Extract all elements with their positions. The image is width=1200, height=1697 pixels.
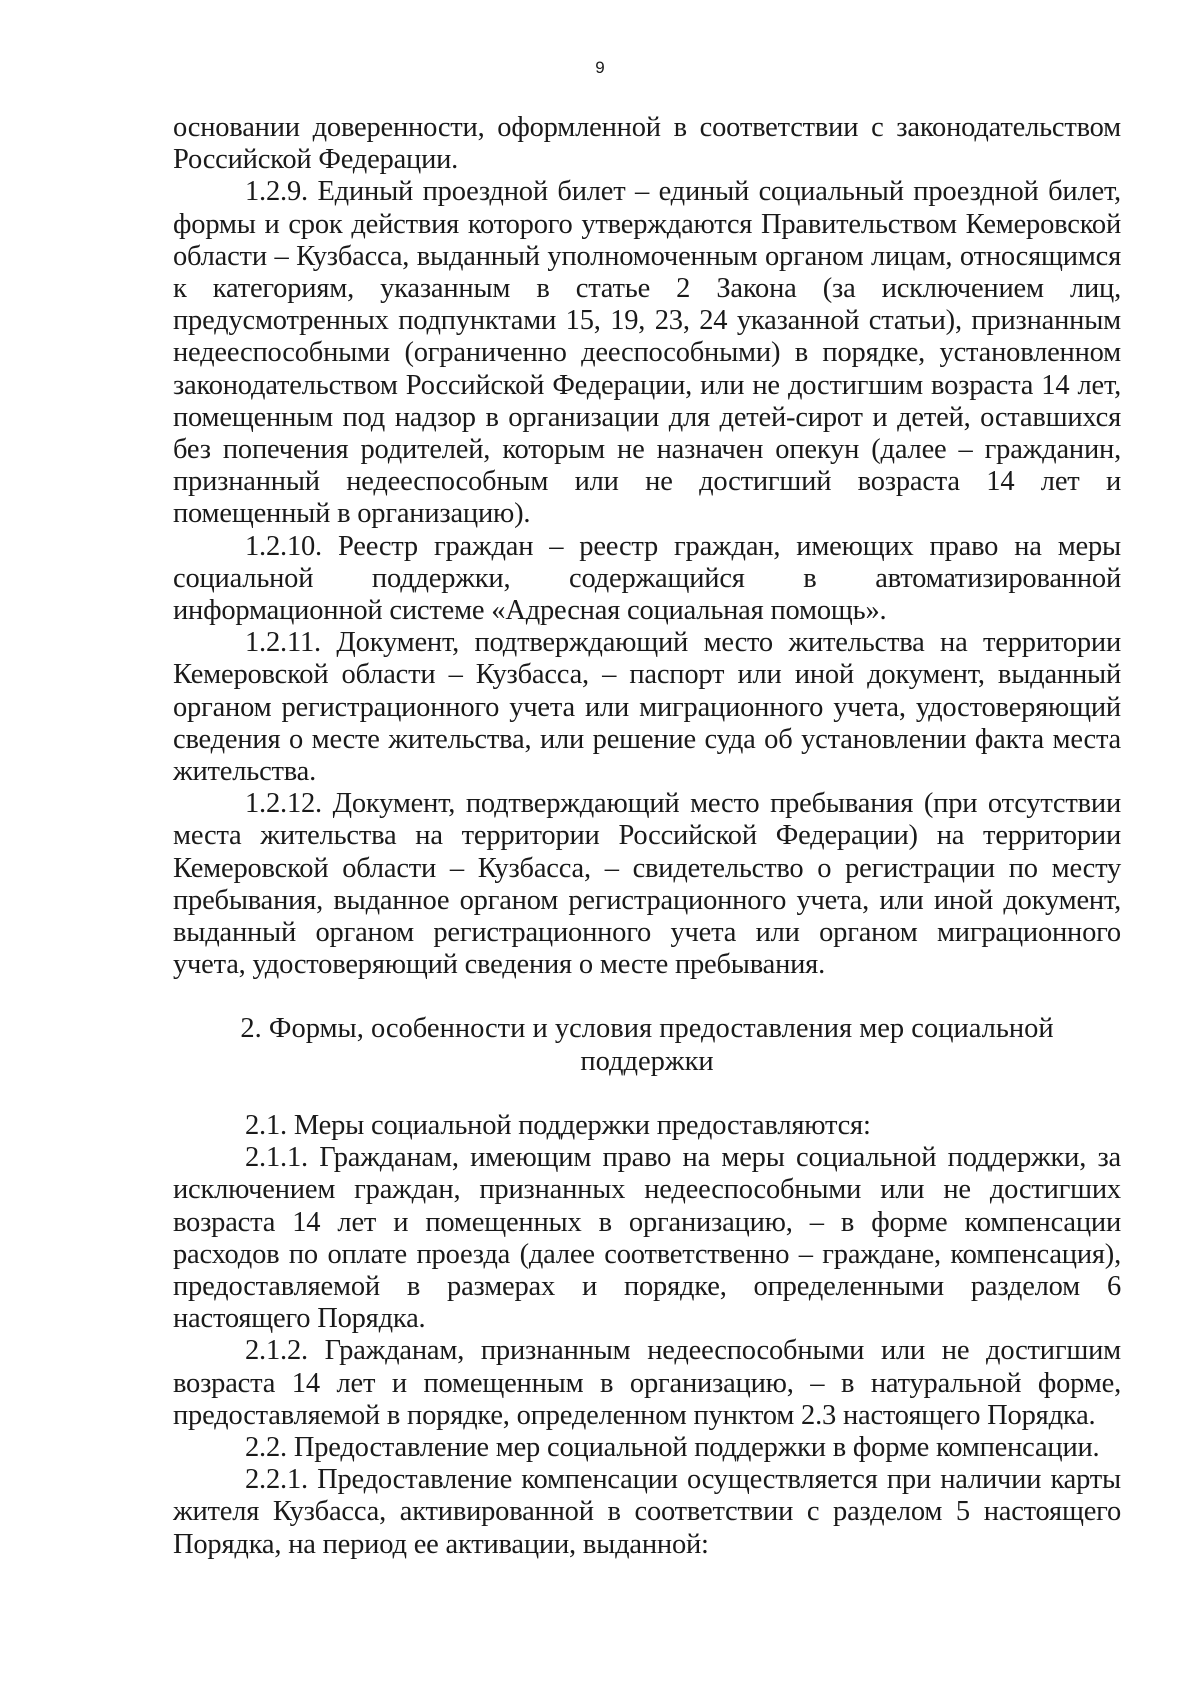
- paragraph-continuation: основании доверенности, оформленной в соответствии с законодательством Российской Федерации.: [173, 112, 1121, 176]
- paragraph-1-2-9: 1.2.9. Единый проездной билет – единый социальный проездной билет, формы и срок действия которого утверждаются Правительством Кемеровской области – Кузбасса, выданный уполномоченным органом лицам, относящимся к категориям, указанным в статье 2 Закона (за исключением лиц, предусмотренных подпунктами 15, 19, 23, 24 указанной статьи), признанным недееспособными (ограниченно дееспособными) в порядке, установленном законодательством Российской Федерации, или не достигшим возраста 14 лет, помещенным под надзор в организации для детей-сирот и детей, оставшихся без попечения родителей, которым не назначен опекун (далее – гражданин, признанный недееспособным или не достигший возраста 14 лет и помещенный в организацию).: [173, 176, 1121, 530]
- paragraph-2-1-2: 2.1.2. Гражданам, признанным недееспособными или не достигшим возраста 14 лет и помещенным в организацию, – в натуральной форме, предоставляемой в порядке, определенном пунктом 2.3 настоящего Порядка.: [173, 1335, 1121, 1431]
- paragraph-2-1-1: 2.1.1. Гражданам, имеющим право на меры социальной поддержки, за исключением граждан, признанных недееспособными или не достигших возраста 14 лет и помещенных в организацию, – в форме компенсации расходов по оплате проезда (далее соответственно – граждане, компенсация), предоставляемой в размерах и порядке, определенными разделом 6 настоящего Порядка.: [173, 1142, 1121, 1335]
- paragraph-1-2-11: 1.2.11. Документ, подтверждающий место жительства на территории Кемеровской области – Кузбасса, – паспорт или иной документ, выданный органом регистрационного учета или миграционного учета, удостоверяющий сведения о месте жительства, или решение суда об установлении факта места жительства.: [173, 627, 1121, 788]
- paragraph-1-2-10: 1.2.10. Реестр граждан – реестр граждан, имеющих право на меры социальной поддержки, содержащийся в автоматизированной информационной системе «Адресная социальная помощь».: [173, 530, 1121, 627]
- paragraph-2-2: 2.2. Предоставление мер социальной поддержки в форме компенсации.: [245, 1431, 1100, 1463]
- paragraph-2-1: 2.1. Меры социальной поддержки предоставляются:: [245, 1109, 871, 1141]
- paragraph-1-2-12: 1.2.12. Документ, подтверждающий место пребывания (при отсутствии места жительства на территории Российской Федерации) на территории Кемеровской области – Кузбасса, – свидетельство о регистрации по месту пребывания, выданное органом регистрационного учета, или иной документ, выданный органом регистрационного учета или органом миграционного учета, удостоверяющий сведения о месте пребывания.: [173, 788, 1121, 981]
- section-heading: 2. Формы, особенности и условия предоставления мер социальной поддержки: [240, 1013, 1054, 1077]
- page-number: 9: [595, 58, 605, 77]
- paragraph-2-2-1: 2.2.1. Предоставление компенсации осуществляется при наличии карты жителя Кузбасса, активированной в соответствии с разделом 5 настоящего Порядка, на период ее активации, выданной:: [173, 1464, 1121, 1560]
- document-body: [173, 112, 1121, 1561]
